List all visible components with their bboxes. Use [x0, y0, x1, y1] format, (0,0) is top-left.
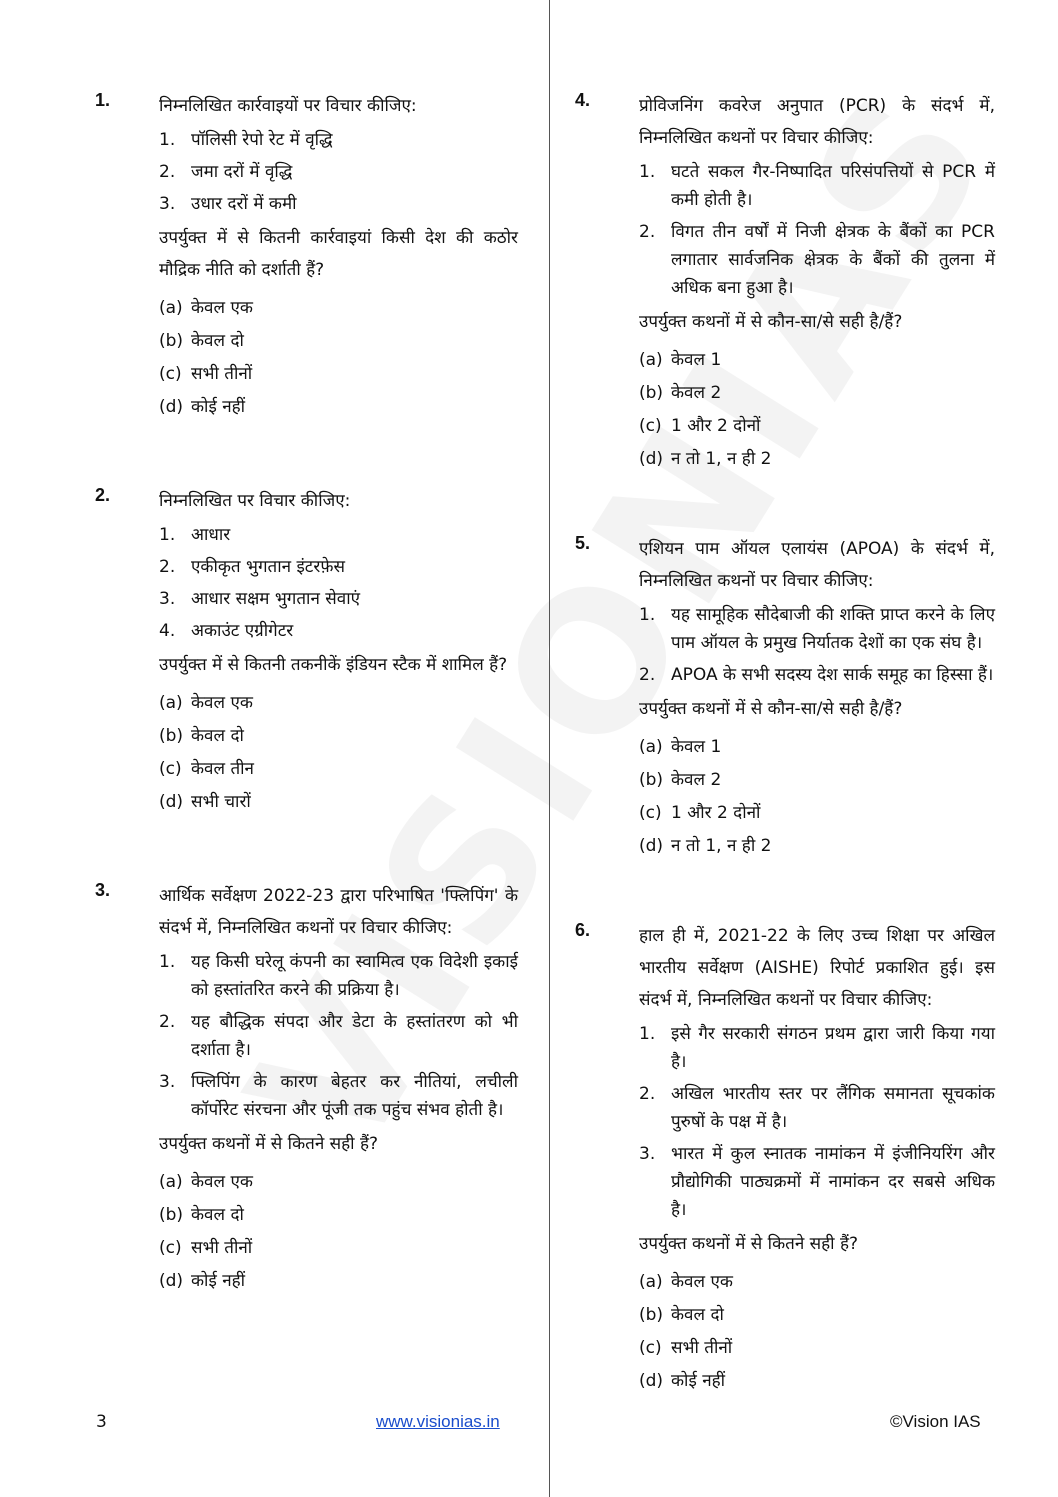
copyright-text: ©Vision IAS [890, 1412, 981, 1431]
answer-option-d[interactable] [159, 1265, 518, 1297]
statement-text: यह बौद्धिक संपदा और डेटा के हस्तांतरण को भी दर्शाता है। [191, 1012, 518, 1060]
question-stem: हाल ही में, 2021-22 के लिए उच्च शिक्षा पर अखिल भारतीय सर्वेक्षण (AISHE) रिपोर्ट प्रकाशित हुई। इस संदर्भ में, निम्नलिखित कथनों पर विचार कीजिए: [639, 926, 995, 1010]
answer-option-b[interactable] [159, 1199, 518, 1231]
statement-number: 4. [159, 621, 176, 641]
option-text: केवल 2 [671, 770, 722, 790]
statement-text: भारत में कुल स्नातक नामांकन में इंजीनियरिंग और प्रौद्योगिकी पाठ्यक्रमों में नामांकन दर सबसे अधिक है। [671, 1144, 995, 1220]
option-text: 1 और 2 दोनों [671, 803, 761, 823]
answer-options [639, 344, 995, 475]
answer-option-d[interactable] [639, 1365, 995, 1397]
question-prompt: उपर्युक्त कथनों में से कौन-सा/से सही है/हैं? [639, 312, 903, 332]
statement-item [159, 617, 518, 645]
option-label: (d) [639, 449, 664, 469]
option-label: (a) [159, 693, 183, 713]
statement-number: 1. [639, 605, 656, 625]
statement-number: 2. [159, 1012, 176, 1032]
question-stem: निम्नलिखित पर विचार कीजिए: [159, 491, 351, 511]
answer-option-b[interactable] [159, 325, 518, 357]
option-text: सभी तीनों [191, 364, 253, 384]
statement-item [639, 1140, 995, 1224]
option-label: (a) [639, 350, 663, 370]
answer-options [639, 731, 995, 862]
option-text: केवल दो [671, 1305, 724, 1325]
statement-item [159, 158, 518, 186]
option-label: (b) [639, 770, 664, 790]
statement-text: घटते सकल गैर-निष्पादित परिसंपत्तियों से PCR में कमी होती है। [671, 162, 995, 210]
statement-text: उधार दरों में कमी [191, 194, 297, 214]
option-text: केवल दो [191, 331, 244, 351]
statement-item [159, 1008, 518, 1064]
answer-option-a[interactable] [159, 1166, 518, 1198]
option-text: 1 और 2 दोनों [671, 416, 761, 436]
option-text: केवल दो [191, 1205, 244, 1225]
question-stem: आर्थिक सर्वेक्षण 2022-23 द्वारा परिभाषित 'फ्लिपिंग' के संदर्भ में, निम्नलिखित कथनों पर विचार कीजिए: [159, 886, 518, 938]
answer-option-c[interactable] [639, 797, 995, 829]
statement-text: एकीकृत भुगतान इंटरफ़ेस [191, 557, 345, 577]
option-label: (b) [639, 1305, 664, 1325]
statement-number: 2. [639, 222, 656, 242]
statement-text: पॉलिसी रेपो रेट में वृद्धि [191, 130, 333, 150]
option-text: केवल 1 [671, 350, 722, 370]
option-text: कोई नहीं [191, 397, 246, 417]
option-label: (b) [159, 726, 184, 746]
answer-option-a[interactable] [639, 1266, 995, 1298]
option-label: (d) [639, 836, 664, 856]
answer-option-a[interactable] [639, 731, 995, 763]
right-column [575, 90, 995, 1398]
option-text: केवल एक [191, 1172, 253, 1192]
statement-item [639, 158, 995, 214]
question-number: 4. [575, 90, 591, 110]
statement-item [159, 553, 518, 581]
option-label: (c) [639, 416, 662, 436]
option-label: (d) [159, 1271, 184, 1291]
option-text: सभी तीनों [671, 1338, 733, 1358]
statement-number: 3. [159, 589, 176, 609]
option-label: (d) [159, 792, 184, 812]
statement-number: 1. [159, 525, 176, 545]
option-text: कोई नहीं [191, 1271, 246, 1291]
question-3 [95, 880, 518, 1297]
option-text: केवल एक [191, 693, 253, 713]
statement-text: आधार सक्षम भुगतान सेवाएं [191, 589, 361, 609]
statement-text: अकाउंट एग्रीगेटर [191, 621, 294, 641]
option-label: (b) [639, 383, 664, 403]
option-label: (b) [159, 331, 184, 351]
answer-options [159, 292, 518, 423]
option-label: (c) [159, 759, 182, 779]
option-text: केवल दो [191, 726, 244, 746]
option-text: कोई नहीं [671, 1371, 726, 1391]
answer-option-b[interactable] [639, 1299, 995, 1331]
question-number: 3. [95, 880, 111, 900]
option-label: (c) [159, 364, 182, 384]
statement-number: 1. [159, 130, 176, 150]
statement-item [159, 948, 518, 1004]
question-2 [95, 485, 518, 818]
question-6 [575, 920, 995, 1397]
answer-option-c[interactable] [639, 1332, 995, 1364]
statement-item [159, 521, 518, 549]
answer-option-c[interactable] [159, 753, 518, 785]
statement-number: 1. [639, 1024, 656, 1044]
option-text: न तो 1, न ही 2 [671, 449, 772, 469]
answer-option-c[interactable] [159, 358, 518, 390]
option-label: (c) [639, 1338, 662, 1358]
answer-option-d[interactable] [639, 830, 995, 862]
answer-option-c[interactable] [159, 1232, 518, 1264]
answer-option-a[interactable] [159, 292, 518, 324]
statement-item [159, 585, 518, 613]
statement-text: यह सामूहिक सौदेबाजी की शक्ति प्राप्त करने के लिए पाम ऑयल के प्रमुख निर्यातक देशों का एक संघ है। [671, 605, 995, 653]
answer-options [159, 687, 518, 818]
option-text: केवल 1 [671, 737, 722, 757]
question-prompt: उपर्युक्त कथनों में से कितने सही हैं? [639, 1234, 859, 1254]
question-stem: निम्नलिखित कार्रवाइयों पर विचार कीजिए: [159, 96, 417, 116]
statement-text: विगत तीन वर्षों में निजी क्षेत्रक के बैंकों का PCR लगातार सार्वजनिक क्षेत्रक के बैंकों की तुलना में अधिक बना हुआ है। [671, 222, 995, 298]
statement-number: 2. [159, 557, 176, 577]
option-text: सभी तीनों [191, 1238, 253, 1258]
question-number: 1. [95, 90, 111, 110]
question-prompt: उपर्युक्त में से कितनी कार्रवाइयां किसी देश की कठोर मौद्रिक नीति को दर्शाती हैं? [159, 228, 518, 280]
statement-number: 2. [639, 1084, 656, 1104]
statement-text: अखिल भारतीय स्तर पर लैंगिक समानता सूचकांक पुरुषों के पक्ष में है। [671, 1084, 995, 1132]
answer-option-b[interactable] [159, 720, 518, 752]
option-label: (d) [159, 397, 184, 417]
option-label: (a) [159, 298, 183, 318]
answer-option-d[interactable] [159, 786, 518, 818]
answer-option-b[interactable] [639, 377, 995, 409]
option-label: (a) [639, 1272, 663, 1292]
option-label: (d) [639, 1371, 664, 1391]
statement-number: 2. [159, 162, 176, 182]
statement-item [639, 218, 995, 302]
question-prompt: उपर्युक्त में से कितनी तकनीकें इंडियन स्टैक में शामिल हैं? [159, 655, 508, 675]
option-label: (c) [159, 1238, 182, 1258]
answer-options [159, 1166, 518, 1297]
answer-option-b[interactable] [639, 764, 995, 796]
statement-text: फ्लिपिंग के कारण बेहतर कर नीतियां, लचीली कॉर्पोरेट संरचना और पूंजी तक पहुंच संभव होती है। [191, 1072, 518, 1120]
question-stem: प्रोविजनिंग कवरेज अनुपात (PCR) के संदर्भ में, निम्नलिखित कथनों पर विचार कीजिए: [639, 96, 995, 148]
statement-text: जमा दरों में वृद्धि [191, 162, 293, 182]
question-4 [575, 90, 995, 475]
statement-number: 1. [639, 162, 656, 182]
question-stem: एशियन पाम ऑयल एलायंस (APOA) के संदर्भ में, निम्नलिखित कथनों पर विचार कीजिए: [639, 539, 995, 591]
statement-item [159, 126, 518, 154]
statement-text: APOA के सभी सदस्य देश सार्क समूह का हिस्सा हैं। [671, 665, 994, 685]
statement-text: आधार [191, 525, 231, 545]
option-text: न तो 1, न ही 2 [671, 836, 772, 856]
option-label: (a) [159, 1172, 183, 1192]
question-5 [575, 533, 995, 862]
answer-options [639, 1266, 995, 1397]
statement-number: 3. [639, 1144, 656, 1164]
option-text: केवल एक [191, 298, 253, 318]
statement-item [639, 1080, 995, 1136]
answer-option-a[interactable] [639, 344, 995, 376]
question-number: 5. [575, 533, 591, 553]
question-prompt: उपर्युक्त कथनों में से कितने सही हैं? [159, 1134, 379, 1154]
left-column [95, 90, 518, 1298]
answer-option-c[interactable] [639, 410, 995, 442]
statement-number: 3. [159, 1072, 176, 1092]
option-text: सभी चारों [191, 792, 251, 812]
statement-text: इसे गैर सरकारी संगठन प्रथम द्वारा जारी किया गया है। [671, 1024, 995, 1072]
question-prompt: उपर्युक्त कथनों में से कौन-सा/से सही है/हैं? [639, 699, 903, 719]
option-label: (b) [159, 1205, 184, 1225]
statement-text: यह किसी घरेलू कंपनी का स्वामित्व एक विदेशी इकाई को हस्तांतरित करने की प्रक्रिया है। [191, 952, 518, 1000]
option-text: केवल 2 [671, 383, 722, 403]
statement-item [159, 1068, 518, 1124]
answer-option-d[interactable] [159, 391, 518, 423]
statement-number: 2. [639, 665, 656, 685]
statement-item [639, 661, 995, 689]
statement-item [639, 601, 995, 657]
answer-option-a[interactable] [159, 687, 518, 719]
question-1 [95, 90, 518, 423]
statement-item [639, 1020, 995, 1076]
question-number: 2. [95, 485, 111, 505]
question-number: 6. [575, 920, 591, 940]
statement-number: 3. [159, 194, 176, 214]
option-text: केवल तीन [191, 759, 254, 779]
option-label: (c) [639, 803, 662, 823]
website-link[interactable]: www.visionias.in [376, 1412, 500, 1431]
column-divider [549, 0, 550, 1497]
answer-option-d[interactable] [639, 443, 995, 475]
statement-item [159, 190, 518, 218]
statement-number: 1. [159, 952, 176, 972]
option-text: केवल एक [671, 1272, 733, 1292]
page-number: 3 [96, 1412, 107, 1432]
option-label: (a) [639, 737, 663, 757]
